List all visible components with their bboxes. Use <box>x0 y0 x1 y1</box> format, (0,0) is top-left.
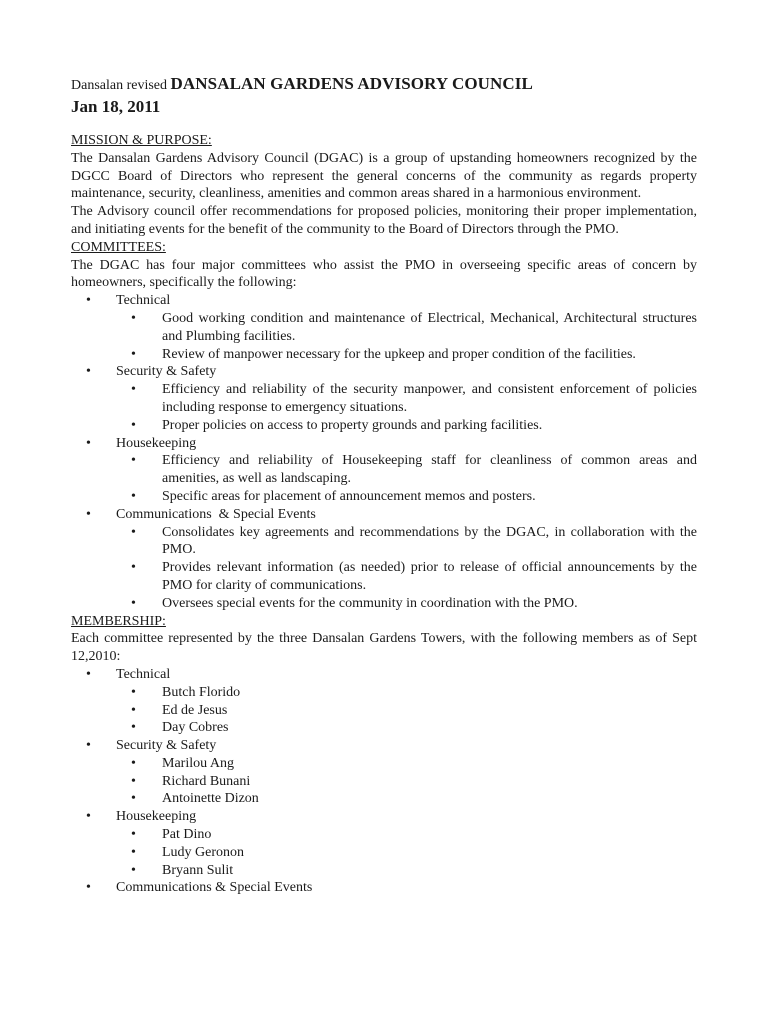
mission-paragraph-2: The Advisory council offer recommendations for proposed policies, monitoring their proper implementation, and initiating events for the benefit of the community to the Board of Directors through the PMO. <box>71 204 697 237</box>
bullet-icon: • <box>131 488 136 504</box>
list-item <box>116 346 697 364</box>
list-item <box>116 684 697 702</box>
mission-heading: MISSION & PURPOSE: <box>71 133 212 148</box>
committees-intro: The DGAC has four major committees who assist the PMO in overseeing specific areas of concern by homeowners, specifically the following: <box>71 257 697 291</box>
group-name: Communications & Special Events <box>116 880 313 896</box>
group-name: Technical <box>116 666 171 682</box>
member-list <box>116 684 697 737</box>
member-name: Marilou Ang <box>162 755 234 771</box>
bullet-icon: • <box>86 435 91 451</box>
membership-group-technical <box>71 666 697 737</box>
bullet-icon: • <box>131 595 136 611</box>
detail-text: Efficiency and reliability of the security manpower, and consistent enforcement of policies including response to emergency situations. <box>162 382 697 415</box>
member-name: Richard Bunani <box>162 773 251 789</box>
list-item <box>116 702 697 720</box>
committee-item-technical <box>71 292 697 363</box>
member-name: Ed de Jesus <box>162 702 228 718</box>
bullet-icon: • <box>131 346 136 362</box>
list-item <box>116 719 697 737</box>
bullet-icon: • <box>86 293 91 309</box>
bullet-icon: • <box>131 453 136 469</box>
list-item <box>116 310 697 346</box>
mission-paragraph-1: The Dansalan Gardens Advisory Council (DGAC) is a group of upstanding homeowners recognized by the DGCC Board of Directors who represent the general concerns of the community as regards property maintenance, security, cleanliness, amenities and common areas shared in a harmonious environment. <box>71 150 697 202</box>
document-page <box>71 74 697 897</box>
list-item <box>116 559 697 595</box>
bullet-icon: • <box>86 364 91 380</box>
list-item <box>116 524 697 560</box>
bullet-icon: • <box>131 702 136 718</box>
member-name: Ludy Geronon <box>162 844 245 860</box>
membership-group-communications <box>71 879 697 897</box>
bullet-icon: • <box>131 791 136 807</box>
bullet-icon: • <box>86 880 91 896</box>
committee-name: Technical <box>116 293 171 309</box>
list-item <box>116 844 697 862</box>
membership-heading: MEMBERSHIP: <box>71 613 166 629</box>
bullet-icon: • <box>131 382 136 398</box>
list-item <box>116 381 697 417</box>
list-item <box>116 595 697 613</box>
bullet-icon: • <box>86 506 91 522</box>
list-item <box>116 417 697 435</box>
bullet-icon: • <box>131 417 136 433</box>
bullet-icon: • <box>131 720 136 736</box>
revision-note: Dansalan revised <box>71 78 171 93</box>
detail-text: Good working condition and maintenance of Electrical, Mechanical, Architectural structures and Plumbing facilities. <box>162 310 697 344</box>
bullet-icon: • <box>131 862 136 878</box>
document-date: Jan 18, 2011 <box>71 97 161 116</box>
member-name: Pat Dino <box>162 827 212 843</box>
bullet-icon: • <box>131 310 136 326</box>
member-list <box>116 755 697 808</box>
membership-list <box>71 666 697 897</box>
membership-group-housekeeping <box>71 808 697 879</box>
document-title: DANSALAN GARDENS ADVISORY COUNCIL <box>170 74 533 93</box>
list-item <box>116 773 697 791</box>
bullet-icon: • <box>86 809 91 825</box>
membership-intro: Each committee represented by the three Dansalan Gardens Towers, with the following members as of Sept 12,2010: <box>71 631 697 665</box>
detail-text: Proper policies on access to property grounds and parking facilities. <box>162 417 543 433</box>
committee-item-security <box>71 363 697 434</box>
committees-heading: COMMITTEES: <box>71 239 166 255</box>
group-name: Housekeeping <box>116 809 197 825</box>
committee-item-communications <box>71 506 697 613</box>
committees-list <box>71 292 697 612</box>
bullet-icon: • <box>131 684 136 700</box>
committee-details <box>116 452 697 505</box>
bullet-icon: • <box>131 773 136 789</box>
detail-text: Specific areas for placement of announcement memos and posters. <box>162 488 536 504</box>
committee-name: Security & Safety <box>116 364 217 380</box>
bullet-icon: • <box>131 560 136 576</box>
bullet-icon: • <box>131 827 136 843</box>
committee-item-housekeeping <box>71 435 697 506</box>
detail-text: Provides relevant information (as needed) prior to release of official announcements by the PMO for clarity of communications. <box>162 560 697 593</box>
committee-details <box>116 310 697 363</box>
committee-name: Housekeeping <box>116 435 197 451</box>
group-name: Security & Safety <box>116 738 217 754</box>
list-item <box>116 826 697 844</box>
list-item <box>116 755 697 773</box>
list-item <box>116 862 697 880</box>
member-name: Bryann Sulit <box>162 862 234 878</box>
committee-name: Communications & Special Events <box>116 506 316 522</box>
detail-text: Consolidates key agreements and recommendations by the DGAC, in collaboration with the PMO. <box>162 524 697 558</box>
detail-text: Oversees special events for the community in coordination with the PMO. <box>162 595 578 611</box>
document-header <box>71 74 697 96</box>
detail-text: Review of manpower necessary for the upkeep and proper condition of the facilities. <box>162 346 636 362</box>
committee-details <box>116 524 697 613</box>
detail-text: Efficiency and reliability of Housekeeping staff for cleanliness of common areas and amenities, as well as landscaping. <box>162 453 697 487</box>
member-list <box>116 826 697 879</box>
member-name: Day Cobres <box>162 720 229 736</box>
bullet-icon: • <box>131 524 136 540</box>
bullet-icon: • <box>86 738 91 754</box>
list-item <box>116 488 697 506</box>
member-name: Butch Florido <box>162 684 241 700</box>
member-name: Antoinette Dizon <box>162 791 259 807</box>
bullet-icon: • <box>131 844 136 860</box>
list-item <box>116 790 697 808</box>
membership-group-security <box>71 737 697 808</box>
bullet-icon: • <box>131 755 136 771</box>
list-item <box>116 452 697 488</box>
bullet-icon: • <box>86 666 91 682</box>
committee-details <box>116 381 697 434</box>
